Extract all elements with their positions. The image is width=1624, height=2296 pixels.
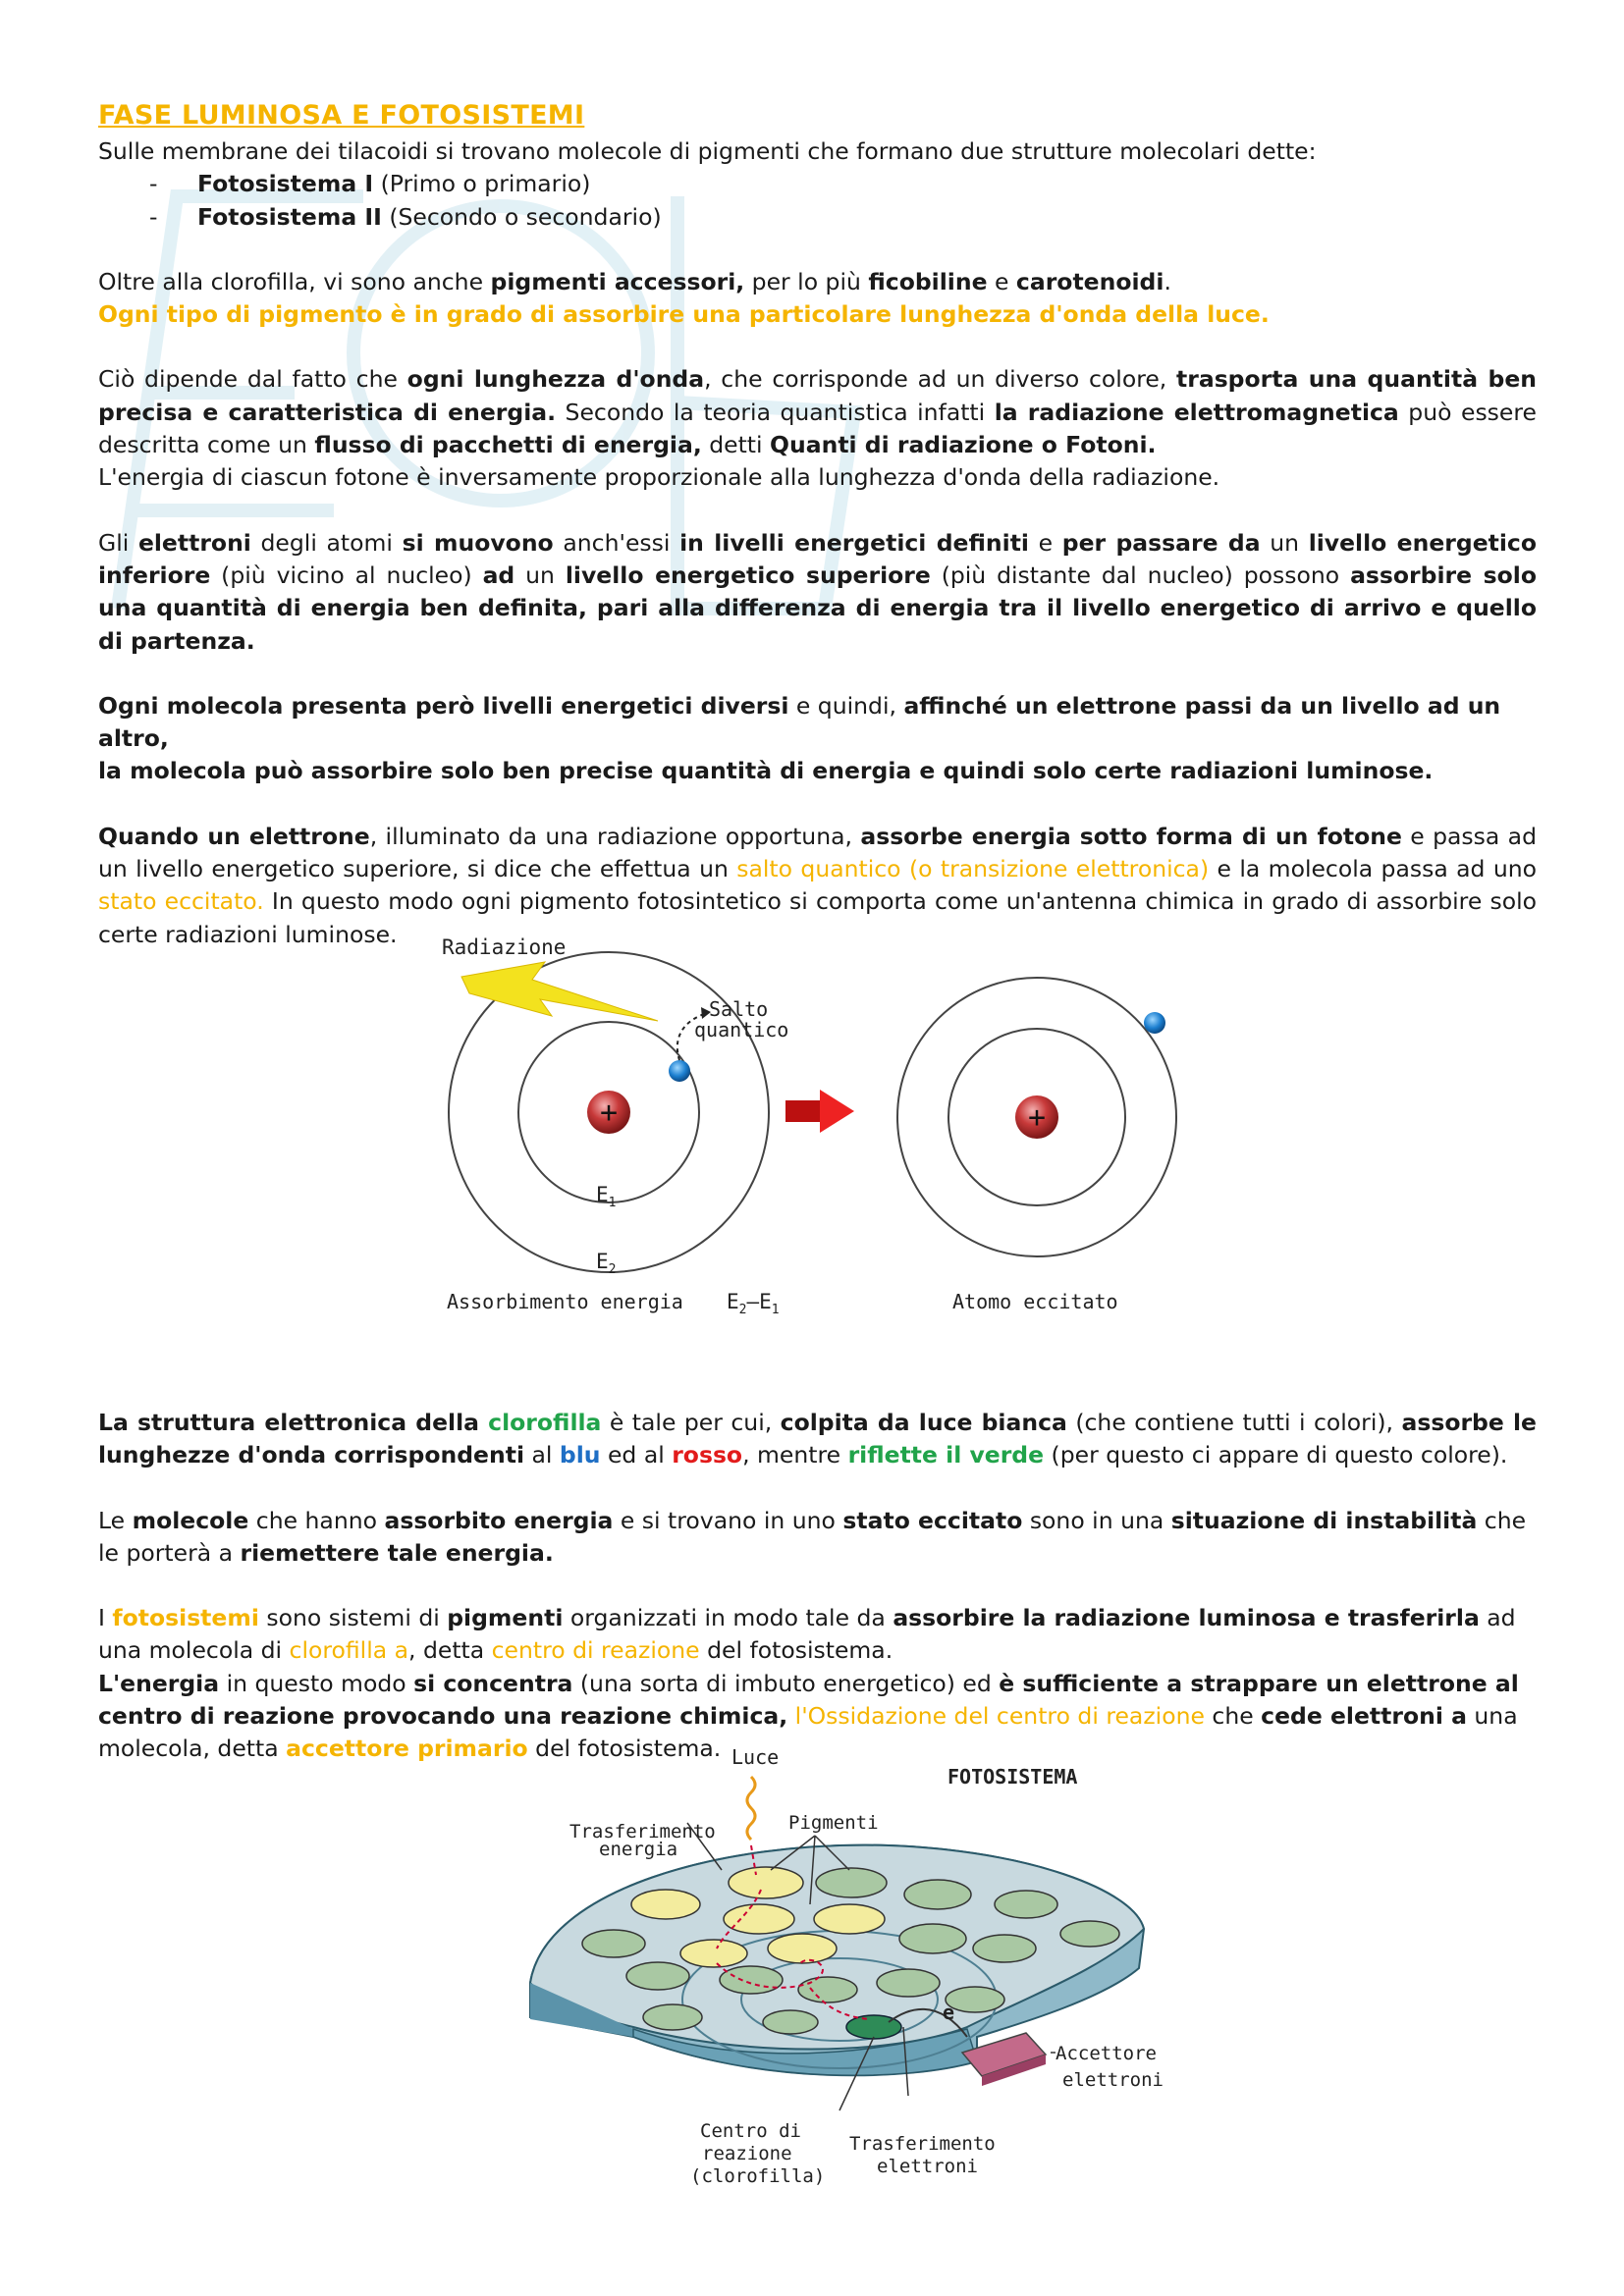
e2-label: $E_2$ [596, 1250, 617, 1277]
acceptor-label-2: elettroni [1062, 2069, 1164, 2091]
highlight-sentence: Ogni tipo di pigmento è in grado di assorbire una particolare lunghezza d'onda della luce. [98, 300, 1270, 329]
jump-label-1: Salto [709, 997, 769, 1021]
intro-text: Sulle membrane dei tilacoidi si trovano molecole di pigmenti che formano due strutture molecolari dette: [98, 137, 1317, 165]
page-title: FASE LUMINOSA E FOTOSISTEMI [98, 100, 585, 131]
energy-formula: $E_2-E_1$ [727, 1290, 780, 1317]
nucleus-plus: + [599, 1095, 619, 1130]
absorb-label: Assorbimento energia [447, 1290, 683, 1313]
jump-label-2: quantico [694, 1018, 789, 1041]
light-wave-icon [747, 1777, 755, 1840]
photosystem-list [98, 168, 1537, 234]
transfer-energy-label-1: Trasferimento [569, 1821, 716, 1842]
paragraph-photon-energy: L'energia di ciascun fotone è inversamente proporzionale alla lunghezza d'onda della radiazione. [98, 463, 1220, 492]
pigments-label: Pigmenti [788, 1812, 879, 1834]
radiation-label: Radiazione [442, 935, 567, 959]
transition-arrow-icon [785, 1090, 854, 1133]
list-item: - Fotosistema I (Primo o primario) [149, 170, 591, 198]
center-label-1: Centro di [700, 2120, 801, 2142]
photosystem-diagram [515, 1742, 1164, 2209]
center-label-2: reazione [702, 2143, 792, 2164]
electron-label: e [943, 2001, 955, 2024]
paragraph-electrons: Gli elettroni degli atomi si muovono anch'essi in livelli energetici definiti e per passare da un livello energetico inferiore (più vicino al nucleo) ad un livello energetico superiore (più distante dal nucleo) possono assorbire solo una quantità di energia ben definita, pari alla differenza di energia tra il livello energetico di arrivo e quello di partenza. [98, 528, 1537, 655]
light-label: Luce [731, 1745, 780, 1769]
paragraph-instability: Le molecole che hanno assorbito energia e si trovano in uno stato eccitato sono in una situazione di instabilità che le porterà a riemettere tale energia. [98, 1506, 1527, 1567]
paragraph-pigments: Oltre alla clorofilla, vi sono anche pigmenti accessori, per lo più ficobiline e carotenoidi. [98, 267, 1171, 295]
transfer-electrons-label-1: Trasferimento [849, 2133, 996, 2155]
e1-label: $E_1$ [596, 1183, 617, 1210]
transfer-energy-label-2: energia [599, 1839, 678, 1860]
list-item: - Fotosistema II (Secondo o secondario) [149, 202, 662, 231]
nucleus-plus-excited: + [1027, 1100, 1047, 1135]
lightning-icon [461, 962, 658, 1021]
paragraph-chlorophyll: La struttura elettronica della clorofilla è tale per cui, colpita da luce bianca (che contiene tutti i colori), assorbe le lunghezze d'onda corrispondenti al blu ed al rosso, mentre riflette il verde (per questo ci appare di questo colore). [98, 1408, 1537, 1469]
electron [669, 1060, 690, 1082]
paragraph-quanta: Ciò dipende dal fatto che ogni lunghezza d'onda, che corrisponde ad un diverso colore, trasporta una quantità ben precisa e caratteristica di energia. Secondo la teoria quantistica infatti la radiazione elettromagnetica può essere descritta come un flusso di pacchetti di energia, detti Quanti di radiazione o Fotoni. [98, 365, 1537, 459]
paragraph-quantum-jump: Quando un elettrone, illuminato da una radiazione opportuna, assorbe energia sotto forma di un fotone e passa ad un livello energetico superiore, si dice che effettua un salto quantico (o transizione elettronica) e la molecola passa ad uno stato eccitato. In questo modo ogni pigmento fotosintetico si comporta come un'antenna chimica in grado di assorbire solo certe radiazioni luminose. [98, 822, 1538, 948]
transfer-electrons-label-2: elettroni [877, 2156, 978, 2177]
excited-label: Atomo eccitato [952, 1290, 1118, 1313]
electron-excited [1144, 1012, 1165, 1034]
acceptor-label-1: Accettore [1056, 2043, 1157, 2064]
center-label-3: (clorofilla) [690, 2165, 826, 2187]
quantum-jump-diagram [422, 923, 1188, 1325]
paragraph-photosystems: I fotosistemi sono sistemi di pigmenti organizzati in modo tale da assorbire la radiazione luminosa e trasferirla ad una molecola di clorofilla a, detta centro di reazione del fotosistema. L'energia in questo modo si concentra (una sorta di imbuto energetico) ed è sufficiente a strappare un elettrone al centro di reazione provocando una reazione chimica, l'Ossidazione del centro di reazione che cede elettroni a una molecola, detta accettore primario del fotosistema. [98, 1604, 1519, 1763]
photosystem-label: FOTOSISTEMA [947, 1765, 1078, 1789]
paragraph-molecule-levels: Ogni molecola presenta però livelli energetici diversi e quindi, affinché un elettrone passi da un livello ad un altro, la molecola può assorbire solo ben precise quantità di energia e quindi solo certe radiazioni luminose. [98, 691, 1501, 785]
